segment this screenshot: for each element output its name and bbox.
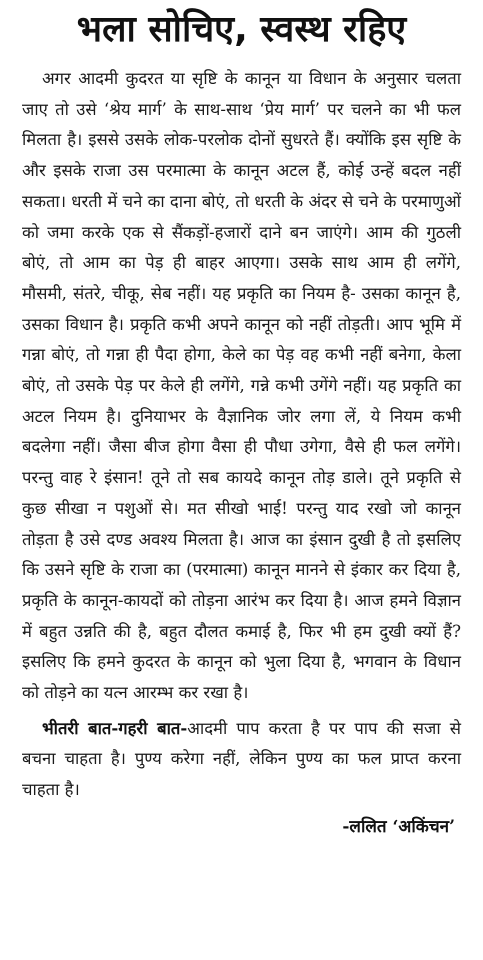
author-byline: -ललित ‘अकिंचन’ [342, 816, 455, 837]
article-headline: भला सोचिए, स्वस्थ रहिए [76, 9, 407, 50]
inner-truth-paragraph [22, 713, 461, 806]
inner-truth-text: आदमी पाप करता है पर पाप की सजा से बचना चाहता है। पुण्य करेगा नहीं, लेकिन पुण्य का फल प्राप्त करना चाहता है। [22, 718, 461, 800]
article-body-paragraph: अगर आदमी कुदरत या सृष्टि के कानून या विधान के अनुसार चलता जाए तो उसे ‘श्रेय मार्ग’ के साथ-साथ ‘प्रेय मार्ग’ पर चलने का भी फल मिलता है। इससे उसके लोक-परलोक दोनों सुधरते हैं। क्योंकि इस सृष्टि के और इसके राजा उस परमात्मा के कानून अटल हैं, कोई उन्हें बदल नहीं सकता। धरती में चने का दाना बोएं, तो धरती के अंदर से चने के परमाणुओं को जमा करके एक से सैंकड़ों-हजारों दाने बन जाएंगे। आम की गुठली बोएं, तो आम का पेड़ ही बाहर आएगा। उसके साथ आम ही लगेंगे, मौसमी, संतरे, चीकू, सेब नहीं। यह प्रकृति का नियम है- उसका कानून है, उसका विधान है। प्रकृति कभी अपने कानून को नहीं तोड़ती। आप भूमि में गन्ना बोएं, तो गन्ना ही पैदा होगा, केले का पेड़ वह कभी नहीं बनेगा, केला बोएं, तो उसके पेड़ पर केले ही लगेंगे, गन्ने कभी उगेंगे नहीं। यह प्रकृति का अटल नियम है। दुनियाभर के वैज्ञानिक जोर लगा लें, ये नियम कभी बदलेगा नहीं। जैसा बीज होगा वैसा ही पौधा उगेगा, वैसे ही फल लगेंगे। परन्तु वाह रे इंसान! तूने तो सब कायदे कानून तोड़ डाले। तूने प्रकृति से कुछ सीखा न पशुओं से। मत सीखो भाई! परन्तु याद रखो जो कानून तोड़ता है उसे दण्ड अवश्य मिलता है। आज का इंसान दुखी है तो इसलिए कि उसने सृष्टि के राजा का (परमात्मा) कानून मानने से इंकार कर दिया है, प्रकृति के कानून-कायदों को तोड़ना आरंभ कर दिया है। आज हमने विज्ञान में बहुत उन्नति की है, बहुत दौलत कमाई है, फिर भी हम दुखी क्यों हैं? इसलिए कि हमने कुदरत के कानून को भुला दिया है, भगवान के विधान को तोड़ने का यत्न आरम्भ कर रखा है। [22, 69, 461, 703]
inner-truth-label: भीतरी बात-गहरी बात- [42, 717, 188, 738]
